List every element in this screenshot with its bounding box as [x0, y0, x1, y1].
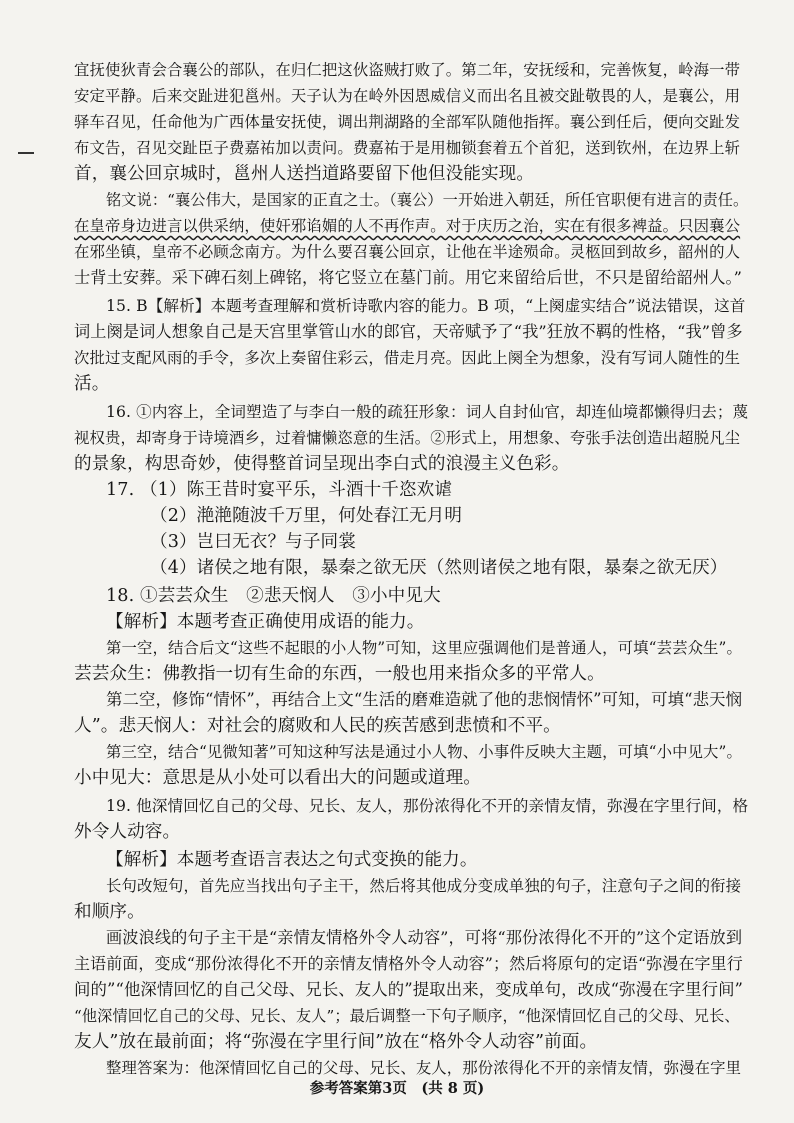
text-line: 间的”“他深情回忆的自己父母、兄长、友人的”提取出来，变成单句，改成“弥漫在字里行间”	[74, 980, 744, 999]
text-line: 的景象，构思奇妙，使得整首词呈现出李白式的浪漫主义色彩。	[74, 454, 570, 474]
text-line: 次批过支配风雨的手令，多次上奏留住彩云，借走月亮。因此上阕全为想象，没有写词人随性的生	[74, 349, 741, 367]
text-line: 视权贵，却寄身于诗境酒乡，过着慵懒恣意的生活。②形式上，用想象、夸张手法创造出超脱凡尘	[74, 429, 741, 447]
text-line: 长句改短句，首先应当找出句子主干，然后将其他成分变成单独的句子，注意句子之间的衔接	[106, 877, 742, 895]
question-17-item: （4）诸侯之地有限，暴秦之欲无厌（然则诸侯之地有限，暴秦之欲无厌）	[150, 558, 728, 578]
text-line: 第二空，修饰“情怀”，再结合上文“生活的磨难造就了他的悲悯情怀”可知，可填“悲天悯	[106, 690, 743, 709]
question-17-item: （2）滟滟随波千万里，何处春江无月明	[150, 506, 463, 526]
text-line: 士背土安葬。采下碑石刻上碑铭，将它竖立在墓门前。用它来留给后世，不只是留给韶州人。”	[74, 268, 743, 287]
question-15: 15. B【解析】本题考查理解和赏析诗歌内容的能力。B 项，“上阕虚实结合”说法错误，这首	[106, 297, 746, 315]
text-line: 友人”放在最前面；将“弥漫在字里行间”放在“格外令人动容”前面。	[74, 1032, 598, 1052]
question-17-item: （3）岂曰无衣？与子同裳	[150, 532, 356, 552]
analysis-label: 【解析】本题考查正确使用成语的能力。	[106, 612, 425, 632]
text-line-wavy: 在皇帝身边进言以供采纳，使奸邪谄媚的人不再作声。对于庆历之治，实在有很多裨益。只因襄公	[74, 217, 741, 235]
text-line: 画波浪线的句子主干是“亲情友情格外令人动容”，可将“那份浓得化不开的”这个定语放到	[106, 928, 743, 947]
analysis-label: 【解析】本题考查语言表达之句式变换的能力。	[106, 850, 478, 870]
text-line: 小中见大：意思是从小处可以看出大的问题或道理。	[74, 768, 481, 788]
question-19: 19. 他深情回忆自己的父母、兄长、友人，那份浓得化不开的亲情友情，弥漫在字里行间，格	[106, 797, 749, 815]
text-line: 铭文说：“襄公伟大，是国家的正直之士。（襄公）一开始进入朝廷，所任官职便有进言的责任。	[106, 191, 749, 209]
text-line: 整理答案为：他深情回忆自己的父母、兄长、友人，那份浓得化不开的亲情友情，弥漫在字里	[106, 1059, 742, 1077]
text-line: 第三空，结合“见微知著”可知这种写法是通过小人物、小事件反映大主题，可填“小中见大”。	[106, 743, 743, 761]
text-line: 活。	[74, 374, 110, 394]
question-17: 17. （1）陈王昔时宴平乐，斗酒十千恣欢谑	[106, 480, 453, 500]
text-line: 主语前面，变成“那份浓得化不开的亲情友情格外令人动容”；然后将原句的定语“弥漫在字里行	[74, 954, 743, 973]
page-footer: 参考答案第3页 (共 8 页)	[309, 1080, 485, 1097]
text-line: 首，襄公回京城时，邕州人送挡道路要留下他但没能实现。	[74, 164, 535, 184]
question-16: 16. ①内容上，全词塑造了与李白一般的疏狂形象：词人自封仙官，却连仙境都懒得归去；蔑	[106, 403, 749, 421]
text-line: 和顺序。	[74, 902, 145, 922]
question-18: 18. ①芸芸众生 ②悲天悯人 ③小中见大	[106, 586, 441, 606]
text-line: 芸芸众生：佛教指一切有生命的东西，一般也用来指众多的平常人。	[74, 664, 605, 684]
text-line: 人”。悲天悯人：对社会的腐败和人民的疾苦感到悲愤和不平。	[74, 716, 561, 736]
text-line: 安定平静。后来交趾进犯邕州。天子认为在岭外因恩威信义而出名且被交趾敬畏的人，是襄公，用	[74, 87, 741, 105]
text-line: 布文告，召见交趾臣子费嘉祐加以责问。费嘉祐于是用枷锁套着五个首犯，送到钦州，在边界上斩	[74, 139, 741, 157]
text-line: 在邪坐镇，皇帝不必顾念南方。为什么要召襄公回京，让他在半途殒命。灵柩回到故乡，韶州的人	[74, 243, 741, 261]
text-line: “他深情回忆自己的父母、兄长、友人”；最后调整一下句子顺序，“他深情回忆自己的父母、兄长、	[74, 1007, 740, 1025]
margin-mark	[18, 152, 34, 154]
text-line: 外令人动容。	[74, 822, 181, 842]
text-line: 第一空，结合后文“这些不起眼的小人物”可知，这里应强调他们是普通人，可填“芸芸众生”。	[106, 639, 743, 657]
text-line: 词上阕是词人想象自己是天宫里掌管山水的郎官，天帝赋予了“我”狂放不羁的性格，“我”曾多	[74, 322, 743, 341]
text-line: 宜抚使狄青会合襄公的部队，在归仁把这伙盗贼打败了。第二年，安抚绥和，完善恢复，岭海一带	[74, 61, 741, 79]
text-line: 驿车召见，任命他为广西体量安抚使，调出荆湖路的全部军队随他指挥。襄公到任后，便向交趾发	[74, 113, 741, 131]
